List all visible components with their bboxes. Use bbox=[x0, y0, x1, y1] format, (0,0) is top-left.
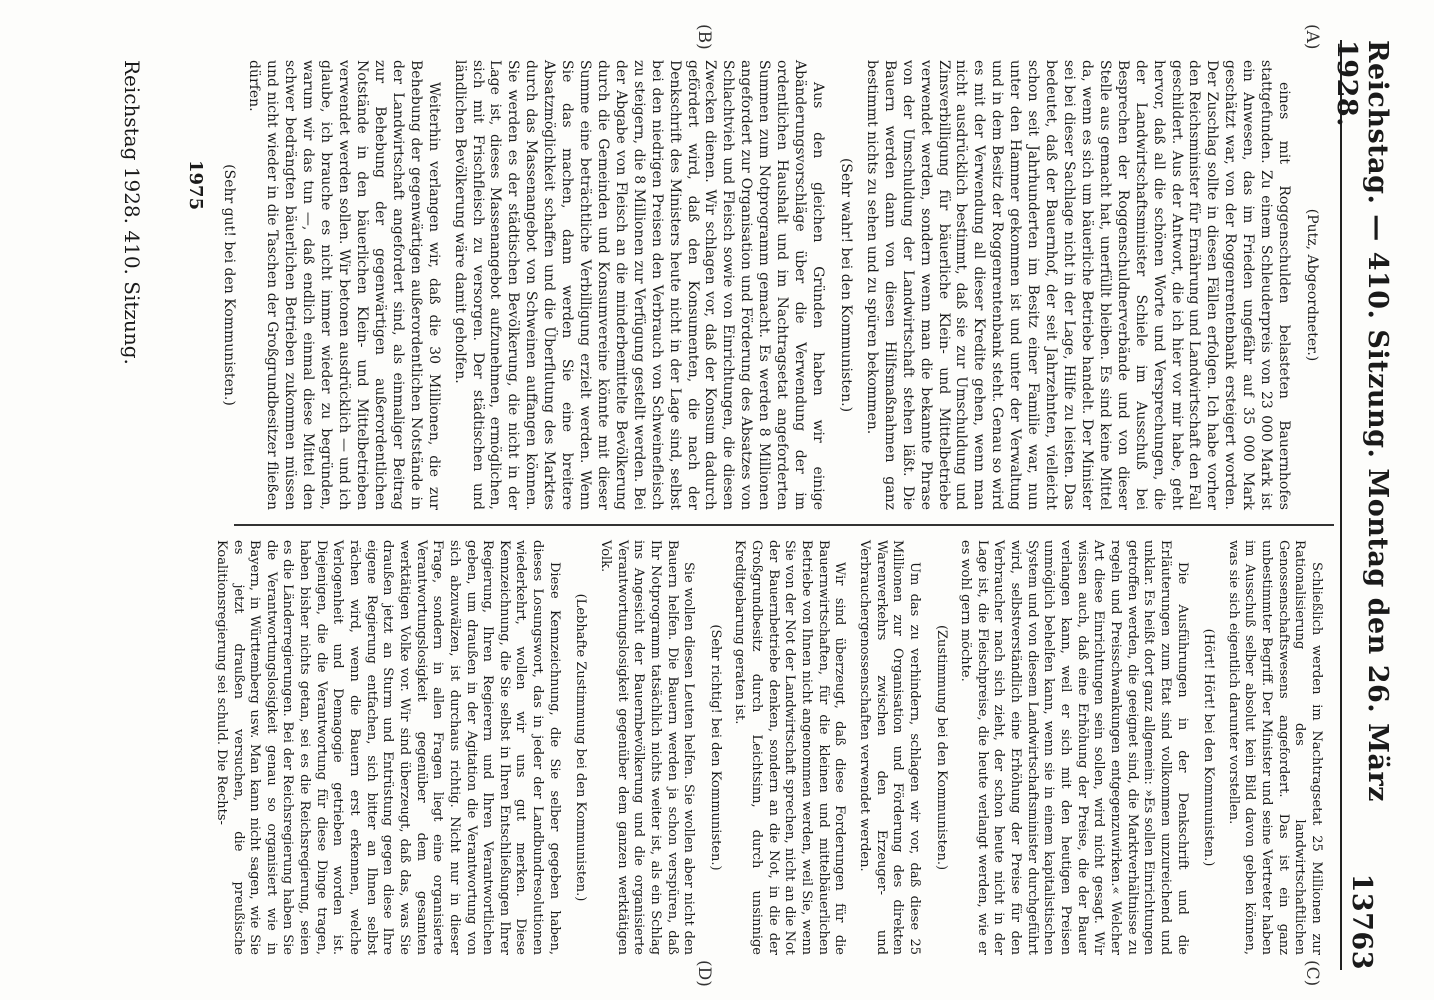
right-column bbox=[204, 540, 1324, 955]
col2-paragraph: (Hört! Hört! bei den Kommunisten.) bbox=[1201, 628, 1217, 867]
col2-paragraph: Schließlich werden im Nachtragsetat 25 Millionen zur Rationalisierung des landwirtschaftlichen Genossenschaftswesens angefordert. Das ist ein ganz unbestimmter Begriff. Der Minister und seine Vertreter haben im Ausschuß selber absolut kein Bild davon geben können, was sie sich eigentlich darunter vorstellen. bbox=[1225, 540, 1324, 955]
col2-paragraph: Diese Kennzeichnung, die Sie selber gegeben haben, dieses Losungswort, das in jeder der Landbundresolutionen wiederkehrt, wollen wir uns gut merken. Diese Kennzeichnung, die Sie selbst in Ihren Entschließungen Ihrer Regierung, Ihren Regierern und Ihren Verantwortlichen geben, um draußen in der Agitation die Verantwortung von sich abzuwälzen, ist durchaus richtig. Nicht nur in dieser Frage, sondern in allen Fragen liegt eine organisierte Verantwortungslosigkeit gegenüber dem gesamten werktätigen Volke vor. Wir sind überzeugt, daß das, was Sie draußen jetzt an Sturm und Entrüstung gegen diese Ihre eigene Regierung entfachen, sich bitter an Ihnen selbst rächen wird, wenn die Bauern erst erkennen, welche Verlogenheit und Demagogie getrieben worden ist. Diejenigen, die die Verantwortung für diese Dinge tragen, haben bisher nichts getan, sei es die Reichsregierung, seien es die Länderregierungen. Bei der Reichsregierung haben Sie die Verantwortungslosigkeit genau so organisiert wie in Bayern, in Württemberg usw. Man kann nicht sagen, wie Sie es jetzt draußen versuchen, die preußische Koalitionsregierung sei schuld. Die Rechts- bbox=[213, 540, 562, 955]
col1-paragraph: Weiterhin verlangen wir, daß die 30 Millionen, die zur Behebung der gegenwärtigen außerordentlichen Notstände in der Landwirtschaft angefordert sind, als einmaliger Beitrag zur Behebung der gegenwärtigen außerordentlichen Notstände in den bäuerlichen Klein- und Mittelbetrieben verwendet werden sollen. Wir betonen ausdrücklich — und ich glaube, ich brauche es nicht immer wieder zu begründen, warum wir das tun —, daß endlich einmal diese Mittel den schwer bedrängten bäuerlichen Betrieben zukommen müssen und nicht wieder in die Taschen der Großgrundbesitzer fließen dürfen. bbox=[246, 60, 442, 510]
marker-a: (A) bbox=[1302, 24, 1322, 50]
marker-b: (B) bbox=[694, 24, 714, 50]
left-column bbox=[209, 60, 1324, 510]
footer-page-number: 1975 bbox=[185, 160, 206, 211]
page-number: 13763 bbox=[1346, 873, 1378, 970]
col2-paragraph: (Zustimmung bei den Kommunisten.) bbox=[933, 624, 949, 871]
col2-paragraph: Die Ausführungen in der Denkschrift und die Erläuterungen zum Etat sind vollkommen unzureichend und unklar. Es heißt dort ganz allgemein: »Es sollen Einrichtungen getroffen werden, die geeignet sind, die Marktverhältnisse zu regeln und Preisschwankungen entgegenzuwirken.« Welcher Art diese Einrichtungen sein sollen, wird nicht gesagt. Wir wissen auch, daß eine Erhöhung der Preise, die der Bauer verlangen kann, weil er sich mit den heutigen Preisen unmöglich behelfen kann, wenn sie in einem kapitalistischen System und von diesem Landwirtschaftsminister durchgeführt wird, selbstverständlich eine Erhöhung der Preise für den Verbraucher nach sich zieht, der schon heute nicht in der Lage ist, die Fleischpreise, die heute verlangt werden, wie er es wohl gern möchte. bbox=[958, 540, 1190, 955]
marker-c: (C) bbox=[1302, 960, 1322, 987]
col2-paragraph: Sie wollen diesen Leuten helfen. Sie wollen aber nicht den Bauern helfen. Die Bauern werden ja schon verspüren, daß Ihr Notprogramm tatsächlich nichts weiter ist, als ein Schlag ins Angesicht der Bauernbevölkerung und die organisierte Verantwortungslosigkeit gegenüber dem ganzen werktätigen Volk. bbox=[598, 540, 697, 955]
col1-paragraph: (Sehr gut! bei den Kommunisten.) bbox=[220, 164, 237, 406]
col2-paragraph: (Sehr richtig! bei den Kommunisten.) bbox=[707, 624, 723, 871]
col2-paragraph: Um das zu verhindern, schlagen wir vor, daß diese 25 Millionen zur Organisation und Förderung des direkten Warenverkehrs zwischen den Erzeuger- und Verbrauchergenossenschaften verwendet werden. bbox=[856, 540, 922, 955]
footer-source: Reichstag 1928. 410. Sitzung. bbox=[120, 60, 144, 365]
col2-paragraph: (Lebhafte Zustimmung bei den Kommunisten.) bbox=[573, 593, 589, 902]
col1-paragraph: (Sehr wahr! bei den Kommunisten.) bbox=[837, 157, 854, 413]
marker-d: (D) bbox=[694, 960, 714, 987]
page-header bbox=[1331, 40, 1393, 970]
col1-paragraph: Aus den gleichen Gründen haben wir einige Abänderungsvorschläge über die Verwendung der im ordentlichen Haushalt und im Nachtragsetat angeforderten Summen zum Notprogramm gemacht. Es werden 8 Millionen angefordert zur Organisation und Förderung des Absatzes von Schlachtvieh und Fleisch sowie von Einrichtungen, die diesen Zwecken dienen. Wir schlagen vor, daß der Konsum dadurch gefördert wird, daß den Konsumenten, die nach der Denkschrift des Ministers heute nicht in der Lage sind, selbst bei den niedrigen Preisen den Verbrauch von Schweinefleisch zu steigern, die 8 Millionen zur Verfügung gestellt werden. Bei der Abgabe von Fleisch an die minderbemittelte Bevölkerung durch die Gemeinden und Konsumvereine könnte mit dieser Summe eine beträchtliche Verbilligung erzielt werden. Wenn Sie das machen, dann werden Sie eine breitere Absatzmöglichkeit schaffen und die Überflutung des Marktes durch das Massenangebot von Schweinen auffangen können. Sie werden es der städtischen Bevölkerung, die nicht in der Lage ist, dieses Massenangebot aufzunehmen, ermöglichen, sich mit Frischfleisch zu versorgen. Der städtischen und ländlichen Bevölkerung wäre damit geholfen. bbox=[451, 60, 827, 510]
col2-paragraph: Wir sind überzeugt, daß diese Forderungen für die Bauernwirtschaften, für die kleinen und mittelbäuerlichen Betriebe von Ihnen nicht angenommen werden, weil Sie, wenn Sie von der Not der Landwirtschaft sprechen, nicht an die Not der Bauernbetriebe denken, sondern an die Not, in die der Großgrundbesitz durch Leichtsinn, durch unsinnige Kreditgebarung geraten ist. bbox=[732, 540, 848, 955]
col1-paragraph: eines mit Roggenschulden belasteten Bauernhofes stattgefunden. Zu einem Schleuderpreis von 23 000 Mark ist ein Anwesen, das im Frieden ungefähr auf 35 000 Mark geschätzt war, von der Roggenrentenbank ersteigert worden. Der Zuschlag sollte in diesen Fällen erfolgen. Ich habe vorher den Reichsminister für Ernährung und Landwirtschaft den Fall geschildert. Aus der Antwort, die ich hier vor mir habe, geht hervor, daß all die schönen Worte und Versprechungen, die der Landwirtschaftsminister Schiele im Ausschuß bei Besprechen der Roggenschuldnerverbände und von dieser Stelle aus gemacht hat, unerfüllt bleiben. Es sind keine Mittel da, wenn es sich um bäuerliche Betriebe handelt. Der Minister sei bei dieser Sachlage nicht in der Lage, Hilfe zu leisten. Das bedeutet, daß der Bauernhof, der seit Jahrzehnten, vielleicht schon seit Jahrhunderten im Besitz einer Familie war, nun unter den Hammer gekommen ist und unter der Verwaltung und in dem Besitz der Roggenrentenbank steht. Genau so wird es mit der Verwendung all dieser Kredite gehen, wenn man nicht ausdrücklich bestimmt, daß sie zur Umschuldung und Zinsverbilligung für bäuerliche Klein- und Mittelbetriebe verwendet werden, sondern wenn man die bekannte Phrase von der Umschuldung der Landwirtschaft stehen läßt. Die Bauern werden dann von diesen Hilfsmaßnahmen ganz bestimmt nichts zu sehen und zu spüren bekommen. bbox=[863, 60, 1293, 510]
header-title: Reichstag. — 410. Sitzung. Montag den 26. März 1928. bbox=[1331, 40, 1393, 803]
column-divider bbox=[234, 524, 1334, 526]
col1-paragraph: (Putz, Abgeordneter.) bbox=[1304, 208, 1320, 362]
